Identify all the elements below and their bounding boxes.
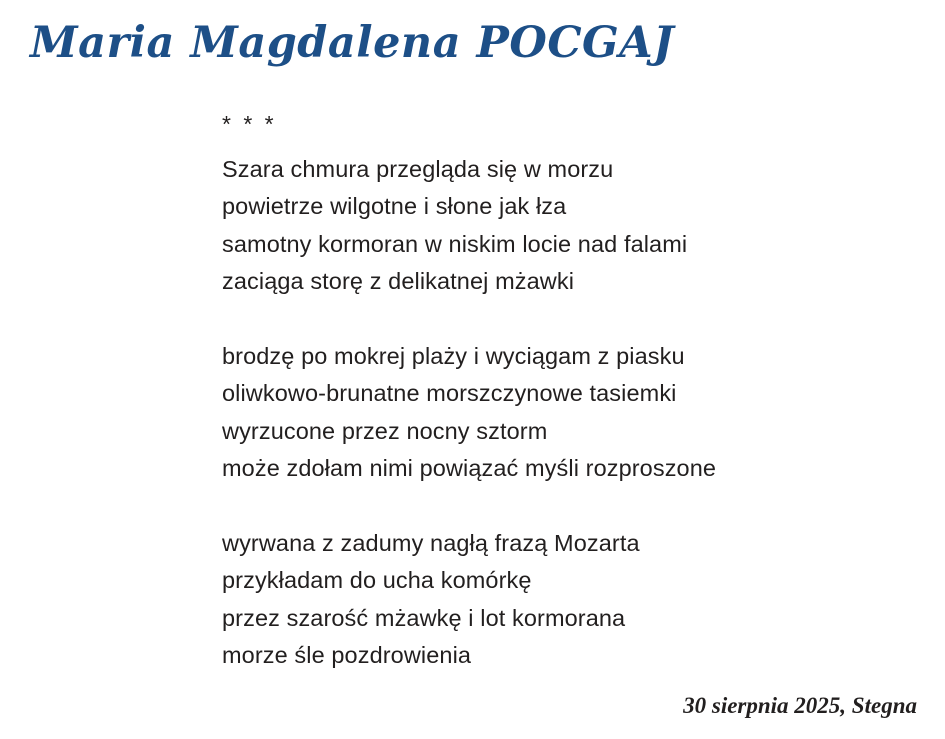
stanza-2	[222, 338, 945, 488]
poem-line: Szara chmura przegląda się w morzu	[222, 155, 614, 182]
poem-line: brodzę po mokrej plaży i wyciągam z piasku	[222, 342, 685, 369]
poem-line: zaciąga storę z delikatnej mżawki	[222, 268, 575, 294]
poem-line: oliwkowo-brunatne morszczynowe tasiemki	[222, 380, 677, 406]
poem-body	[222, 106, 945, 675]
poem-line: wyrwana z zadumy nagłą frazą Mozarta	[222, 529, 640, 556]
poem-line: morze śle pozdrowienia	[222, 642, 472, 668]
poem-line: wyrzucone przez nocny sztorm	[222, 417, 548, 444]
stanza-3	[222, 525, 945, 675]
poem-line: powietrze wilgotne i słone jak łza	[222, 193, 567, 219]
section-separator: * * *	[222, 111, 277, 137]
poem-line: przez szarość mżawkę i lot kormorana	[222, 604, 626, 631]
stanza-1	[222, 151, 945, 301]
date-place-colophon: 30 sierpnia 2025, Stegna	[683, 693, 917, 718]
author-heading: Maria Magdalena POCGAJ	[30, 18, 674, 68]
poem-line: samotny kormoran w niskim locie nad falami	[222, 230, 688, 257]
poem-line: przykładam do ucha komórkę	[222, 567, 532, 593]
poem-line: może zdołam nimi powiązać myśli rozproszone	[222, 455, 717, 481]
